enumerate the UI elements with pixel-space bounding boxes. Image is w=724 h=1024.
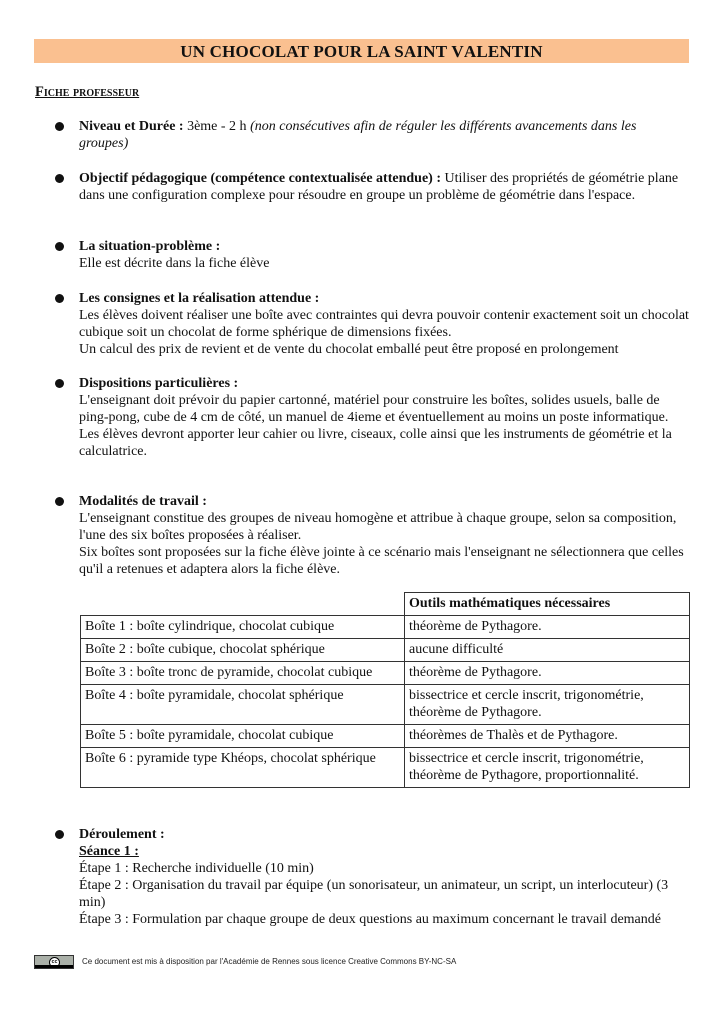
box-cell: Boîte 1 : boîte cylindrique, chocolat cubique [81, 616, 405, 639]
page-title [34, 39, 689, 63]
etape-text: Étape 3 : Formulation par chaque groupe de deux questions au maximum concernant le travail demandé [79, 912, 661, 927]
etape-text: Étape 2 : Organisation du travail par équipe (un sonorisateur, un animateur, un script, un interlocuteur) (3 min) [79, 878, 669, 910]
bullet-icon [55, 294, 64, 303]
section-subtitle: Fiche professeur [35, 84, 140, 100]
section-label: Déroulement : [79, 827, 165, 842]
section-text: Les élèves doivent réaliser une boîte avec contraintes qui devra pouvoir contenir exactement soit un chocolat cubique soit un chocolat de forme sphérique de dimensions fixées. [79, 308, 689, 340]
table-row [81, 616, 690, 639]
bullet-icon [55, 122, 64, 131]
section-modalites [79, 493, 689, 578]
table-row [81, 725, 690, 748]
box-cell: Boîte 5 : boîte pyramidale, chocolat cubique [81, 725, 405, 748]
tools-cell: théorèmes de Thalès et de Pythagore. [405, 725, 690, 748]
box-cell: Boîte 2 : boîte cubique, chocolat sphérique [81, 639, 405, 662]
section-label: Objectif pédagogique (compétence contextualisée attendue) : [79, 171, 441, 186]
section-text: Elle est décrite dans la fiche élève [79, 256, 270, 271]
table-header: Outils mathématiques nécessaires [405, 593, 690, 616]
title-part: S [394, 42, 404, 61]
tools-cell: bissectrice et cercle inscrit, trigonométrie, théorème de Pythagore, proportionnalité. [405, 748, 690, 788]
box-cell: Boîte 4 : boîte pyramidale, chocolat sphérique [81, 685, 405, 725]
section-deroulement [79, 826, 689, 928]
title-part: U [180, 42, 193, 61]
bullet-icon [55, 242, 64, 251]
tools-cell: aucune difficulté [405, 639, 690, 662]
table-corner-cell [81, 593, 405, 616]
table-row [81, 748, 690, 788]
section-value: 3ème - 2 h [183, 119, 251, 134]
section-label: La situation-problème : [79, 239, 221, 254]
box-cell: Boîte 3 : boîte tronc de pyramide, chocolat cubique [81, 662, 405, 685]
section-text: Un calcul des prix de revient et de vente du chocolat emballé peut être proposé en prolongement [79, 342, 619, 357]
boxes-table [80, 592, 690, 788]
bullet-icon [55, 379, 64, 388]
license-text: Ce document est mis à disposition par l'Académie de Rennes sous licence Creative Commons BY-NC-SA [82, 957, 457, 966]
section-dispositions [79, 375, 689, 460]
title-part: V [451, 42, 464, 61]
section-note: (non consécutives afin de réguler les différents avancements dans les groupes) [79, 119, 637, 151]
section-label: Les consignes et la réalisation attendue : [79, 291, 320, 306]
section-label: Niveau et Durée : [79, 119, 184, 134]
section-text: L'enseignant constitue des groupes de niveau homogène et attribue à chaque groupe, selon sa composition, l'une des six boîtes proposées à réaliser. [79, 511, 677, 543]
section-consignes [79, 290, 689, 358]
tools-cell: bissectrice et cercle inscrit, trigonométrie, théorème de Pythagore. [405, 685, 690, 725]
title-part: AINT [403, 42, 452, 61]
table-row [81, 639, 690, 662]
section-label: Dispositions particulières : [79, 376, 239, 391]
section-label: Modalités de travail : [79, 494, 207, 509]
section-text: Les élèves devront apporter leur cahier ou livre, ciseaux, colle ainsi que les instruments de géométrie et la calculatrice. [79, 427, 672, 459]
title-part: N CHOCOLAT POUR LA [192, 42, 395, 61]
bullet-icon [55, 174, 64, 183]
section-text: L'enseignant doit prévoir du papier cartonné, matériel pour construire les boîtes, solides usuels, balle de ping-pong, cube de 4 cm de côté, un manuel de 4ieme et éventuellement au moins un poste informatique. [79, 393, 669, 425]
table-row [81, 662, 690, 685]
etape-text: Étape 1 : Recherche individuelle (10 min) [79, 861, 314, 876]
seance-heading: Séance 1 : [79, 844, 139, 859]
tools-cell: théorème de Pythagore. [405, 662, 690, 685]
box-cell: Boîte 6 : pyramide type Khéops, chocolat sphérique [81, 748, 405, 788]
section-situation [79, 238, 689, 272]
table-header-row [81, 593, 690, 616]
creative-commons-icon: cc [34, 955, 74, 969]
section-niveau [79, 118, 689, 152]
section-text: Six boîtes sont proposées sur la fiche élève jointe à ce scénario mais l'enseignant ne sélectionnera que celles qu'il a retenues et adaptera alors la fiche élève. [79, 545, 684, 577]
bullet-icon [55, 497, 64, 506]
section-text: Utiliser des propriétés de géométrie plane dans une configuration complexe pour résoudre en groupe un problème de géométrie dans l'espace. [79, 171, 679, 203]
section-objectif [79, 170, 689, 204]
tools-cell: théorème de Pythagore. [405, 616, 690, 639]
bullet-icon [55, 830, 64, 839]
table-row [81, 685, 690, 725]
title-part: ALENTIN [463, 42, 543, 61]
